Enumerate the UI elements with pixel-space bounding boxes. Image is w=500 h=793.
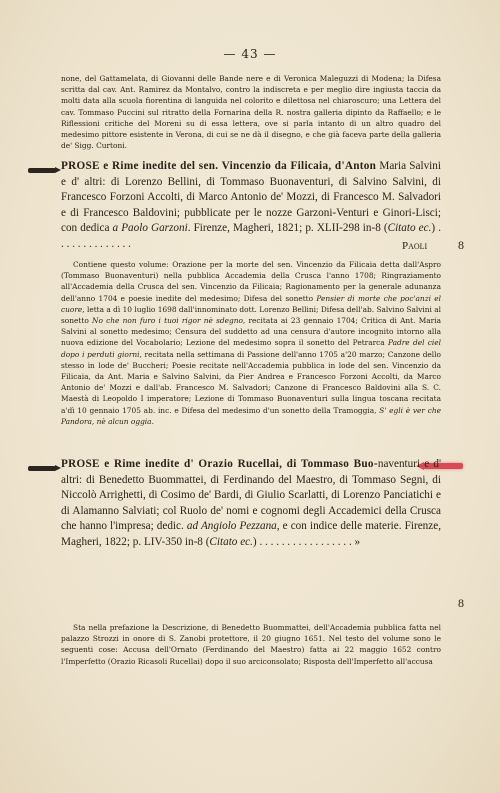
preface-text: Sta nella prefazione la Descrizione, di Benedetto Buommattei, dell'Accademia pubblica fatta nel palazzo Strozzi in onore di S. Zanobi protettore, il 20 giugno 1651. Nel testo del volume sono le seguenti cose: Accusa dell'Ornato (Ferdinando del Maestro) fatta ai 22 maggio 1652 contro l'Imperfetto (Orazio Ricasoli Rucellai) dopo il suo arciconsolato; Risposta dell'Imperfetto all'accusa: [61, 623, 441, 666]
pointing-hand-marker: [28, 466, 56, 471]
pointing-hand-marker: [28, 168, 56, 173]
dedication-name: ad Angiolo Pezzana: [186, 520, 277, 533]
entry-heading: PROSE e Rime inedite del sen. Vincenzio da Filicaia, d'Anton: [61, 160, 377, 172]
preface-paragraph: [61, 622, 441, 667]
citato-note: Citato ec.: [209, 535, 253, 548]
dedication-name: a Paolo Garzoni: [112, 222, 188, 235]
entry-body: Maria Salvini e d' altri: di Lorenzo Bellini, di Tommaso Buonaventuri, di Salvino Salvini, di Francesco Forzoni Accolti, di Marco Antonio de' Mozzi, di Francesco M. Salvadori e di Francesco Baldovini; pubblicate per le nozze Garzoni-Venturi e Ginori-Lisci; con dedica: [61, 160, 441, 235]
catalog-entry-rucellai: [61, 457, 441, 551]
entry-heading: PROSE e Rime inedite d' Orazio Rucellai, di Tommaso Buo-: [61, 458, 378, 470]
entry-imprint: , e con indice delle materie. Firenze, Magheri, 1822; p. LIV-350 in-8 (: [61, 520, 441, 548]
contents-paragraph: Contiene questo volume: Orazione per la morte del sen. Vincenzio da Filicaia detta dall'Aspro (Tommaso Buonaventuri) nella pubblica Accademia della Crusca l'anno 1708; Ringraziamento all'Accademia della Crusca del sen. Vincenzio da Filicaia; Ragionamento per la generale adunanza dell'anno 1704 e poesie inedite del medesimo; Difesa del sonetto Pensier di morte che poc'anzi el cuore, letta a dì 10 luglio 1698 dall'innominato dott. Lorenzo Bellini; Difesa dell'ab. Salvino Salvini al sonetto No che non furo i tuoi rigor nè sdegno, recitata ai 23 gennaio 1704; Critica di Ant. Maria Salvini al sonetto medesimo; Censura del suddetto ad una censura d'autore incognito intorno alla nuova edizione del Vocabolario; Lezione del medesimo sopra il sonetto del Petrarca Padre del ciel dopo i perduti giorni, recitata nella settimana di Passione dell'anno 1705 a'20 marzo; Canzone dello stesso in lode de' Buccheri; Poesie recitate nell'Accademia pubblica in lode del sen. Vincenzio da Filicaia, da Ant. Maria e Salvino Salvini, da Pier Andrea e Francesco Forzoni Accolti, da Marco Antonio de' Mozzi e dall'ab. Francesco M. Salvadori; Canzone di Francesco Baldovini alla S. C. Maestà di Leopoldo I imperatore; Lezione di Tommaso Buonaventuri sulla lingua toscana recitata a'dì 10 gennaio 1705 ab. inc. e Difesa del medesimo d'un sonetto della Tramoggia, S' egli è ver che Pandora, nè alcun oggia.: [61, 260, 442, 426]
continuation-text: none, del Gattamelata, di Giovanni delle Bande nere e di Veronica Maleguzzi di Modena; la Difesa scritta dal cav. Ant. Ramirez da Montalvo, contro la indiscreta e per meglio dire ingiusta taccia da molti data alla scuola fiorentina di languida nel colorito e dilettosa nel chiaroscuro; una Lettera del cav. Tommaso Puccini sul ritratto della Fornarina della R. nostra galleria dipinto da Raffaello; e le Riflessioni critiche del Moreni su di essa lettera, ove si parla intanto di un altro quadro del medesimo pittore esistente in Verona, di cui se ne dà il disegno, e che già faceva parte della galleria de' Sigg. Curtoni.: [61, 74, 441, 151]
continuation-paragraph: [61, 73, 441, 151]
entry-body: naventuri e d' altri: di Benedetto Buommattei, di Ferdinando del Maestro, di Tommaso Segni, di Niccolò Arrighetti, di Cosimo de' Bardi, di Giulio Scarlatti, di Lorenzo Panciatichi e di Alamanno Salviati; col Ruolo de' nomi e cognomi degli Accademici della Crusca che hanno l'impresa; dedic.: [61, 458, 441, 533]
leader-dots: ) . . . . . . . . . . . . . .: [61, 222, 442, 250]
citato-note: Citato ec.: [387, 222, 432, 235]
catalog-entry-filicaia: [61, 159, 441, 253]
price-unit: Paoli: [402, 240, 428, 252]
price-value: 8: [458, 596, 464, 610]
price-value: 8: [458, 238, 464, 252]
page-number: — 43 —: [223, 47, 277, 61]
entry-imprint: . Firenze, Magheri, 1821; p. XLII-298 in-8 (: [187, 222, 388, 235]
leader-dots: ) . . . . . . . . . . . . . . . . . »: [252, 535, 361, 548]
